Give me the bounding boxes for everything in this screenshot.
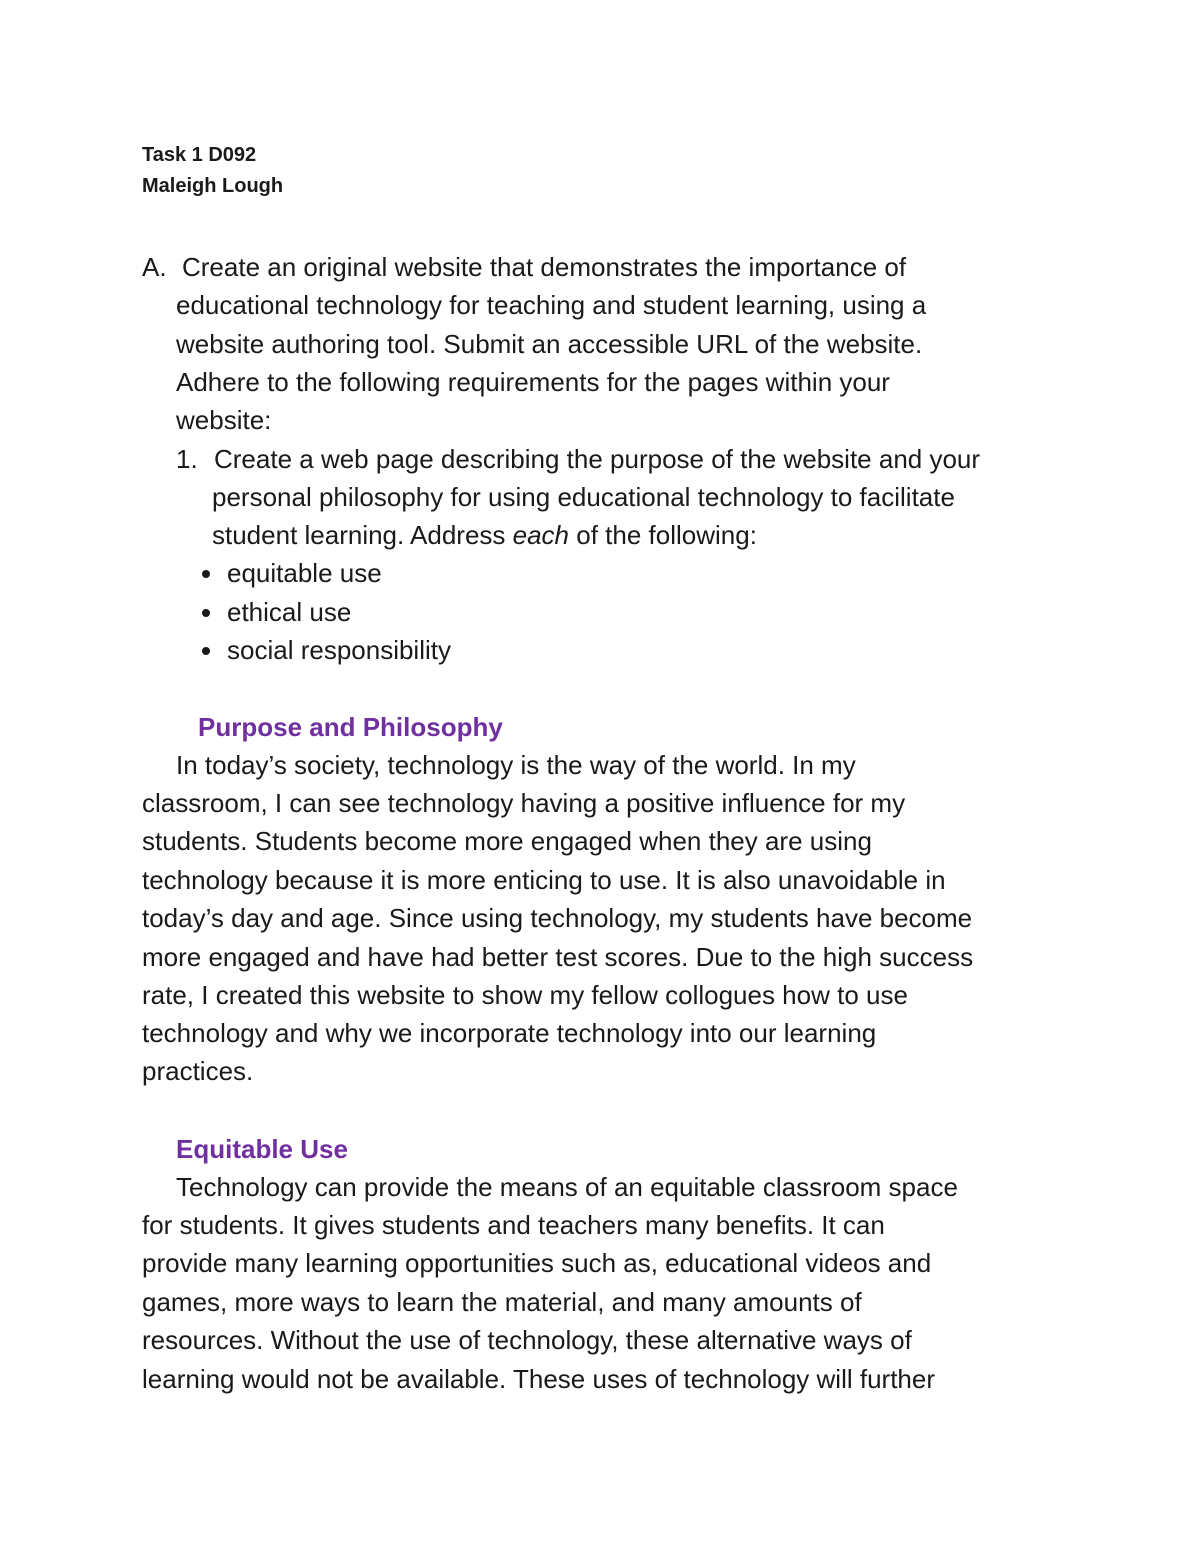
equitable-line-6: learning would not be available. These uses of technology will further bbox=[142, 1364, 935, 1394]
purpose-line-7: rate, I created this website to show my fellow collogues how to use bbox=[142, 980, 908, 1010]
task-title: Task 1 D092 bbox=[142, 144, 257, 166]
prompt-line-4: Adhere to the following requirements for the pages within your bbox=[176, 367, 890, 397]
item-1-line-3-emphasis: each bbox=[512, 520, 570, 550]
prompt-marker: A. bbox=[142, 252, 167, 282]
heading-equitable-use: Equitable Use bbox=[176, 1134, 348, 1164]
equitable-line-3: provide many learning opportunities such as, educational videos and bbox=[142, 1248, 932, 1278]
equitable-line-2: for students. It gives students and teachers many benefits. It can bbox=[142, 1210, 885, 1240]
item-1-line-1: Create a web page describing the purpose of the website and your bbox=[214, 444, 981, 474]
purpose-line-1: In today’s society, technology is the way of the world. In my bbox=[176, 750, 856, 780]
author-name: Maleigh Lough bbox=[142, 175, 284, 197]
heading-purpose-philosophy: Purpose and Philosophy bbox=[198, 712, 503, 742]
bullet-dot-icon bbox=[202, 570, 210, 578]
equitable-line-5: resources. Without the use of technology, these alternative ways of bbox=[142, 1325, 912, 1355]
purpose-line-8: technology and why we incorporate technology into our learning bbox=[142, 1018, 877, 1048]
purpose-line-9: practices. bbox=[142, 1056, 254, 1086]
item-1-line-3-end: of the following: bbox=[569, 520, 757, 550]
item-1-line-2: personal philosophy for using educational technology to facilitate bbox=[212, 482, 955, 512]
equitable-line-1: Technology can provide the means of an equitable classroom space bbox=[176, 1172, 958, 1202]
bullet-social-responsibility: social responsibility bbox=[227, 635, 451, 665]
prompt-line-2: educational technology for teaching and student learning, using a bbox=[176, 290, 927, 320]
equitable-line-4: games, more ways to learn the material, and many amounts of bbox=[142, 1287, 862, 1317]
bullet-ethical-use: ethical use bbox=[227, 597, 352, 627]
purpose-line-5: today’s day and age. Since using technology, my students have become bbox=[142, 903, 973, 933]
bullet-equitable-use: equitable use bbox=[227, 558, 382, 588]
purpose-line-3: students. Students become more engaged when they are using bbox=[142, 826, 872, 856]
purpose-line-2: classroom, I can see technology having a positive influence for my bbox=[142, 788, 906, 818]
purpose-line-6: more engaged and have had better test scores. Due to the high success bbox=[142, 942, 974, 972]
prompt-line-1: Create an original website that demonstrates the importance of bbox=[182, 252, 907, 282]
bullet-dot-icon bbox=[202, 647, 210, 655]
item-1-line-3-start: student learning. Address bbox=[212, 520, 513, 550]
prompt-line-5: website: bbox=[176, 405, 272, 435]
purpose-line-4: technology because it is more enticing to use. It is also unavoidable in bbox=[142, 865, 946, 895]
item-1-line-3 bbox=[212, 516, 757, 554]
item-1-marker: 1. bbox=[176, 444, 198, 474]
prompt-line-3: website authoring tool. Submit an accessible URL of the website. bbox=[176, 329, 923, 359]
bullet-dot-icon bbox=[202, 609, 210, 617]
